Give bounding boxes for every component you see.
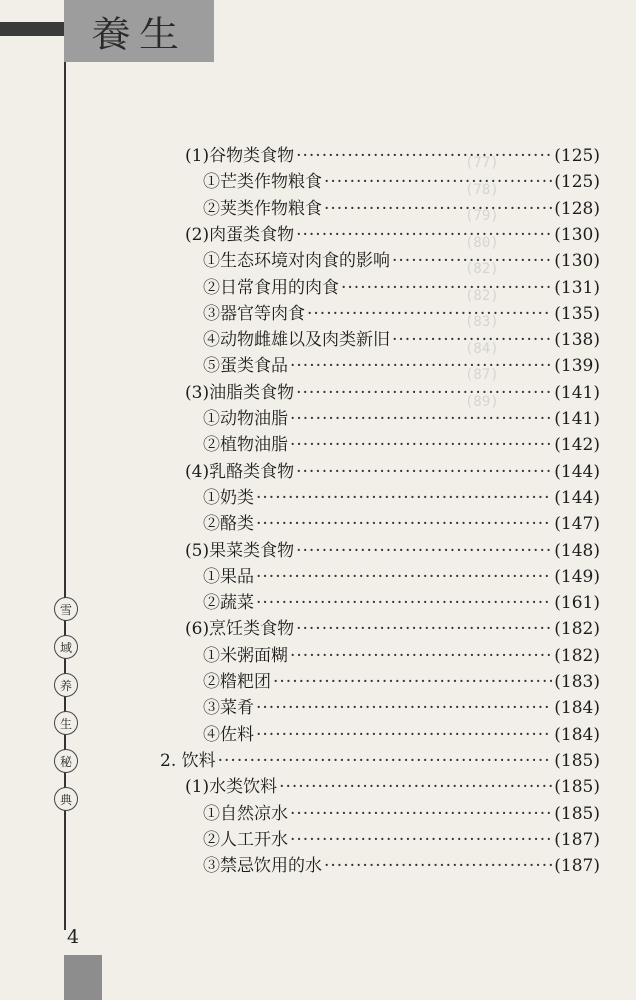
leader-dots (290, 829, 552, 851)
toc-entry (203, 277, 600, 299)
toc-entry (185, 618, 600, 640)
toc-entry-title: ①生态环境对肉食的影响 (203, 251, 390, 272)
toc-entry (185, 224, 600, 246)
toc-entry-page: (187) (554, 856, 600, 877)
toc-entry-title: ①芒类作物粮食 (203, 172, 322, 193)
toc-entry-page: (135) (554, 303, 600, 324)
leader-dots (290, 803, 552, 825)
toc-entry-title: 2. 饮料 (160, 750, 216, 771)
leader-dots (290, 355, 552, 377)
toc-entry (203, 171, 600, 193)
toc-entry-title: ②蔬菜 (203, 593, 254, 614)
toc-entry-title: (1)水类饮料 (185, 777, 278, 798)
toc-entry-title: (6)烹饪类食物 (185, 619, 295, 640)
logo-text: 養生 (91, 13, 187, 55)
toc-entry-page: (185) (554, 777, 600, 798)
leader-dots (218, 750, 553, 772)
leader-dots (296, 145, 552, 167)
toc-entry (185, 145, 600, 167)
leader-dots (307, 303, 552, 325)
side-book-title (54, 597, 78, 825)
side-title-char: 雪 (54, 597, 78, 621)
leader-dots (256, 566, 552, 588)
toc-entry (203, 513, 600, 535)
toc-entry-title: ①果品 (203, 566, 254, 587)
toc-entry-page: (139) (554, 356, 600, 377)
toc-entry (185, 382, 600, 404)
toc-entry (203, 355, 600, 377)
leader-dots (392, 329, 552, 351)
side-title-char: 秘 (54, 749, 78, 773)
toc-entry-page: (147) (554, 514, 600, 535)
page-number: 4 (67, 926, 80, 948)
leader-dots (256, 724, 552, 746)
footer-box (64, 955, 102, 1000)
toc-entry (160, 750, 600, 772)
leader-dots (273, 671, 552, 693)
toc-entry-page: (182) (554, 619, 600, 640)
toc-entry (185, 540, 600, 562)
toc-entry-title: ①自然凉水 (203, 803, 288, 824)
toc-entry (185, 461, 600, 483)
toc-entry-page: (141) (554, 409, 600, 429)
toc-entry-title: (4)乳酪类食物 (185, 461, 295, 482)
toc-entry (203, 408, 600, 430)
toc-entry-page: (184) (554, 698, 600, 719)
toc-entry-page: (161) (554, 593, 600, 614)
toc-entry-title: ②人工开水 (203, 829, 288, 850)
toc-entry (203, 592, 600, 614)
toc-entry-title: ②酪类 (203, 514, 254, 535)
toc-entry-title: ①奶类 (203, 487, 254, 508)
toc-entry-page: (131) (554, 277, 600, 298)
toc-entry (203, 329, 600, 351)
toc-entry-page: (144) (554, 487, 600, 508)
toc-entry-title: (2)肉蛋类食物 (185, 224, 295, 245)
toc-entry (203, 697, 600, 719)
toc-entry (203, 250, 600, 272)
toc-entry-title: (1)谷物类食物 (185, 146, 295, 166)
toc-entry-title: ④动物雌雄以及肉类新旧 (203, 330, 390, 351)
leader-dots (324, 855, 552, 877)
toc-entry-page: (185) (554, 803, 600, 824)
header-logo (64, 0, 214, 62)
toc-entry-title: ①米粥面糊 (203, 645, 288, 666)
leader-dots (296, 618, 552, 640)
leader-dots (290, 408, 552, 430)
toc-entry (185, 776, 600, 798)
toc-entry-page: (130) (554, 224, 600, 245)
toc-entry-title: ③禁忌饮用的水 (203, 856, 322, 877)
side-title-char: 养 (54, 673, 78, 697)
leader-dots (256, 697, 552, 719)
leader-dots (341, 277, 552, 299)
toc-entry-title: (5)果菜类食物 (185, 540, 295, 561)
toc-entry-page: (148) (554, 540, 600, 561)
toc-entry-page: (138) (554, 330, 600, 351)
toc-entry-page: (125) (554, 146, 600, 166)
leader-dots (296, 540, 552, 562)
leader-dots (296, 461, 552, 483)
leader-dots (256, 592, 552, 614)
leader-dots (256, 513, 552, 535)
toc-entry (203, 671, 600, 693)
leader-dots (296, 382, 552, 404)
leader-dots (290, 434, 552, 456)
toc-entry-title: ②植物油脂 (203, 435, 288, 456)
side-title-char: 域 (54, 635, 78, 659)
toc-entry-title: ②日常食用的肉食 (203, 277, 339, 298)
toc-entry (203, 303, 600, 325)
leader-dots (324, 198, 552, 220)
toc-entry (203, 855, 600, 877)
leader-dots (279, 776, 552, 798)
side-title-char: 生 (54, 711, 78, 735)
toc-entry-title: ④佐料 (203, 724, 254, 745)
toc-entry-title: ③菜肴 (203, 698, 254, 719)
toc-entry-page: (183) (554, 672, 600, 692)
toc-entry-title: ③器官等肉食 (203, 303, 305, 324)
toc-entry (203, 645, 600, 667)
leader-dots (290, 645, 552, 667)
toc-entry-page: (185) (554, 750, 600, 771)
toc-entry-page: (141) (554, 382, 600, 403)
toc-entry-page: (144) (554, 461, 600, 482)
toc-entry-page: (182) (554, 645, 600, 666)
toc-entry-title: ②荚类作物粮食 (203, 198, 322, 219)
side-title-char: 典 (54, 787, 78, 811)
toc-entry (203, 487, 600, 509)
toc-entry-page: (187) (554, 829, 600, 850)
toc-entry-title: ②糌粑团 (203, 672, 271, 692)
toc-entry-page: (130) (554, 251, 600, 272)
toc-entry (203, 198, 600, 220)
toc-entry-title: ①动物油脂 (203, 409, 288, 429)
toc-entry-page: (149) (554, 566, 600, 587)
toc-entry (203, 434, 600, 456)
toc-entry (203, 566, 600, 588)
header-bar (0, 22, 64, 36)
leader-dots (324, 171, 552, 193)
toc-entry-title: (3)油脂类食物 (185, 382, 295, 403)
toc-entry-page: (128) (554, 198, 600, 219)
toc-entry-title: ⑤蛋类食品 (203, 356, 288, 377)
leader-dots (392, 250, 552, 272)
toc-entry (203, 829, 600, 851)
toc-entry-page: (142) (554, 435, 600, 456)
leader-dots (296, 224, 552, 246)
toc-entry (203, 803, 600, 825)
toc-entry-page: (125) (554, 172, 600, 193)
leader-dots (256, 487, 552, 509)
bleed-through: (77) (78) (79) (80) (82) (82) (83) (84) (87) (89) (465, 155, 499, 410)
toc-entry-page: (184) (554, 724, 600, 745)
toc-entry (203, 724, 600, 746)
